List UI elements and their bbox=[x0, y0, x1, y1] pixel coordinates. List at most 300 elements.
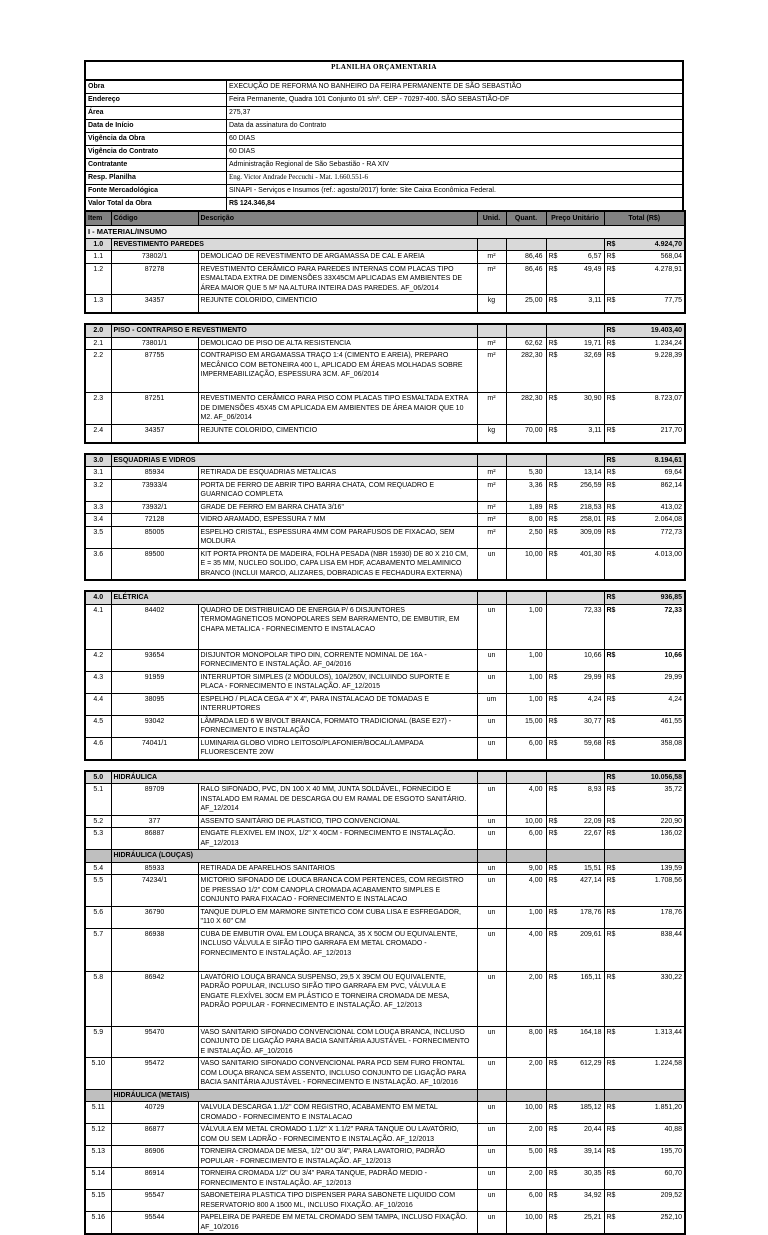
code-cell: 89500 bbox=[111, 548, 198, 580]
section-title: ESQUADRIAS E VIDROS bbox=[111, 454, 477, 467]
total-cell bbox=[604, 1146, 685, 1168]
amount-value: 612,29 bbox=[580, 1059, 601, 1069]
item-cell: 4.1 bbox=[85, 604, 111, 649]
table-row bbox=[85, 906, 685, 928]
unit-cell: m² bbox=[477, 393, 506, 425]
table-row bbox=[85, 671, 685, 693]
quantity-cell: 62,62 bbox=[506, 337, 546, 350]
unit-price-cell bbox=[546, 548, 604, 580]
table-row bbox=[85, 828, 685, 850]
table-row bbox=[85, 1102, 685, 1124]
table-row bbox=[85, 350, 685, 393]
info-label: Resp. Planilha bbox=[85, 172, 227, 185]
code-cell: 36790 bbox=[111, 906, 198, 928]
item-cell: 5.9 bbox=[85, 1026, 111, 1058]
code-cell: 73801/1 bbox=[111, 337, 198, 350]
unit-cell: un bbox=[477, 971, 506, 1026]
item-cell: 3.3 bbox=[85, 501, 111, 514]
quantity-cell: 86,46 bbox=[506, 263, 546, 295]
unit-cell: un bbox=[477, 1146, 506, 1168]
currency-symbol: R$ bbox=[607, 265, 616, 275]
section-header-row bbox=[85, 238, 685, 251]
table-row bbox=[85, 479, 685, 501]
amount-value: 139,59 bbox=[661, 864, 682, 874]
unit-price-cell bbox=[546, 815, 604, 828]
table-row bbox=[85, 1190, 685, 1212]
code-cell: 86906 bbox=[111, 1146, 198, 1168]
item-cell: 5.16 bbox=[85, 1212, 111, 1235]
unit-cell: un bbox=[477, 862, 506, 875]
quantity-cell: 2,00 bbox=[506, 1168, 546, 1190]
unit-cell: m² bbox=[477, 337, 506, 350]
code-cell: 95472 bbox=[111, 1058, 198, 1090]
currency-symbol: R$ bbox=[607, 817, 616, 827]
code-cell: 74234/1 bbox=[111, 875, 198, 907]
unit-price-cell bbox=[546, 971, 604, 1026]
section-price-cell bbox=[546, 771, 604, 784]
item-cell: 5.3 bbox=[85, 828, 111, 850]
total-cell bbox=[604, 693, 685, 715]
code-cell: 86942 bbox=[111, 971, 198, 1026]
info-label: Data de Início bbox=[85, 120, 227, 133]
total-cell bbox=[604, 737, 685, 760]
page-title: PLANILHA ORÇAMENTARIA bbox=[85, 61, 683, 80]
section-total-cell bbox=[604, 324, 685, 337]
quantity-cell: 5,00 bbox=[506, 1146, 546, 1168]
currency-symbol: R$ bbox=[607, 240, 616, 250]
currency-symbol: R$ bbox=[549, 550, 558, 560]
info-row bbox=[85, 133, 683, 146]
subsection-total-cell bbox=[604, 1089, 685, 1102]
currency-symbol: R$ bbox=[607, 481, 616, 491]
amount-value: 256,59 bbox=[580, 481, 601, 491]
section-header-row bbox=[85, 454, 685, 467]
quantity-cell: 8,00 bbox=[506, 1026, 546, 1058]
code-cell: 72128 bbox=[111, 514, 198, 527]
table-row bbox=[85, 295, 685, 314]
description-cell: DISJUNTOR MONOPOLAR TIPO DIN, CORRENTE NOMINAL DE 16A - FORNECIMENTO E INSTALAÇÃO. AF_04/2016 bbox=[198, 649, 477, 671]
description-cell: KIT PORTA PRONTA DE MADEIRA, FOLHA PESADA (NBR 15930) DE 80 X 210 CM, E = 35 MM, NUCLEO SOLIDO, CAPA LISA EM HDF, ACABAMENTO MELAMINICO BRANCO (INCLUI MARCO, ALIZARES, DOBRADICAS E FECHADURA EXTERNA) bbox=[198, 548, 477, 580]
amount-value: 13,14 bbox=[584, 468, 602, 478]
total-cell bbox=[604, 604, 685, 649]
quantity-cell: 4,00 bbox=[506, 928, 546, 971]
total-cell bbox=[604, 1190, 685, 1212]
amount-value: 59,68 bbox=[584, 739, 602, 749]
item-cell: 4.6 bbox=[85, 737, 111, 760]
total-cell bbox=[604, 875, 685, 907]
description-cell: CUBA DE EMBUTIR OVAL EM LOUÇA BRANCA, 35 X 50CM OU EQUIVALENTE, INCLUSO VÁLVULA E SIFÃO TIPO GARRAFA EM METAL CROMADO - FORNECIMENTO E INSTALAÇÃO. AF_12/2013 bbox=[198, 928, 477, 971]
quantity-cell: 1,00 bbox=[506, 693, 546, 715]
unit-price-cell bbox=[546, 1212, 604, 1235]
unit-price-cell bbox=[546, 1058, 604, 1090]
currency-symbol: R$ bbox=[607, 528, 616, 538]
currency-symbol: R$ bbox=[549, 503, 558, 513]
currency-symbol: R$ bbox=[607, 394, 616, 404]
currency-symbol: R$ bbox=[607, 651, 616, 661]
section-number: 3.0 bbox=[85, 454, 111, 467]
unit-price-cell bbox=[546, 526, 604, 548]
description-cell: DEMOLICAO DE REVESTIMENTO DE ARGAMASSA DE CAL E AREIA bbox=[198, 251, 477, 264]
currency-symbol: R$ bbox=[549, 739, 558, 749]
section-title: HIDRÁULICA bbox=[111, 771, 477, 784]
currency-symbol: R$ bbox=[607, 606, 616, 616]
total-cell bbox=[604, 906, 685, 928]
section-table-3.0 bbox=[84, 453, 686, 582]
section-table-5.0 bbox=[84, 770, 686, 1235]
unit-price-cell bbox=[546, 1102, 604, 1124]
unit-price-cell bbox=[546, 501, 604, 514]
quantity-cell: 5,30 bbox=[506, 467, 546, 480]
table-row bbox=[85, 514, 685, 527]
subsection-header-row bbox=[85, 850, 685, 863]
amount-value: 35,72 bbox=[664, 785, 682, 795]
info-value: Feira Permanente, Quadra 101 Conjunto 01 s/nº. CEP - 70297-400. SÃO SEBASTIÃO-DF bbox=[227, 94, 684, 107]
info-label: Contratante bbox=[85, 159, 227, 172]
currency-symbol: R$ bbox=[549, 252, 558, 262]
code-cell: 95544 bbox=[111, 1212, 198, 1235]
description-cell: RETIRADA DE APARELHOS SANITARIOS bbox=[198, 862, 477, 875]
unit-price-cell bbox=[546, 906, 604, 928]
quantity-cell: 70,00 bbox=[506, 424, 546, 443]
amount-value: 40,88 bbox=[664, 1125, 682, 1135]
amount-value: 427,14 bbox=[580, 876, 601, 886]
unit-cell: un bbox=[477, 1102, 506, 1124]
total-cell bbox=[604, 424, 685, 443]
amount-value: 217,70 bbox=[661, 426, 682, 436]
total-cell bbox=[604, 828, 685, 850]
description-cell: INTERRUPTOR SIMPLES (2 MÓDULOS), 10A/250V, INCLUINDO SUPORTE E PLACA - FORNECIMENTO E INSTALAÇÃO. AF_12/2015 bbox=[198, 671, 477, 693]
info-row bbox=[85, 198, 683, 212]
amount-value: 19.403,40 bbox=[651, 326, 682, 336]
column-header-row bbox=[85, 211, 685, 226]
subsection-header-row bbox=[85, 1089, 685, 1102]
table-row bbox=[85, 815, 685, 828]
description-cell: TORNEIRA CROMADA DE MESA, 1/2" OU 3/4", PARA LAVATORIO, PADRÃO POPULAR - FORNECIMENTO E INSTALAÇÃO. AF_12/2013 bbox=[198, 1146, 477, 1168]
code-cell: 85934 bbox=[111, 467, 198, 480]
amount-value: 862,14 bbox=[661, 481, 682, 491]
total-cell bbox=[604, 1102, 685, 1124]
currency-symbol: R$ bbox=[607, 1125, 616, 1135]
total-cell bbox=[604, 251, 685, 264]
description-cell: RETIRADA DE ESQUADRIAS METALICAS bbox=[198, 467, 477, 480]
table-row bbox=[85, 251, 685, 264]
info-label: Vigência da Obra bbox=[85, 133, 227, 146]
unit-cell: un bbox=[477, 784, 506, 816]
amount-value: 10.056,58 bbox=[651, 773, 682, 783]
info-label: Vigência do Contrato bbox=[85, 146, 227, 159]
item-cell: 5.6 bbox=[85, 906, 111, 928]
item-cell: 5.7 bbox=[85, 928, 111, 971]
section-qty-cell bbox=[506, 591, 546, 604]
currency-symbol: R$ bbox=[549, 1103, 558, 1113]
info-label: Valor Total da Obra bbox=[85, 198, 227, 212]
amount-value: 29,99 bbox=[584, 673, 602, 683]
section-qty-cell bbox=[506, 454, 546, 467]
item-cell: 5.8 bbox=[85, 971, 111, 1026]
amount-value: 6,57 bbox=[588, 252, 602, 262]
amount-value: 401,30 bbox=[580, 550, 601, 560]
amount-value: 461,55 bbox=[661, 717, 682, 727]
quantity-cell: 4,00 bbox=[506, 784, 546, 816]
amount-value: 72,33 bbox=[664, 606, 682, 616]
unit-cell: un bbox=[477, 875, 506, 907]
unit-price-cell bbox=[546, 875, 604, 907]
amount-value: 69,64 bbox=[664, 468, 682, 478]
amount-value: 936,85 bbox=[661, 593, 682, 603]
total-cell bbox=[604, 479, 685, 501]
unit-price-cell bbox=[546, 671, 604, 693]
amount-value: 330,22 bbox=[661, 973, 682, 983]
subsection-price-cell bbox=[546, 1089, 604, 1102]
currency-symbol: R$ bbox=[549, 1213, 558, 1223]
currency-symbol: R$ bbox=[549, 1028, 558, 1038]
amount-value: 218,53 bbox=[580, 503, 601, 513]
quantity-cell: 10,00 bbox=[506, 815, 546, 828]
currency-symbol: R$ bbox=[607, 739, 616, 749]
info-row bbox=[85, 94, 683, 107]
section-price-cell bbox=[546, 591, 604, 604]
total-cell bbox=[604, 501, 685, 514]
unit-price-cell bbox=[546, 337, 604, 350]
item-cell: 5.1 bbox=[85, 784, 111, 816]
currency-symbol: R$ bbox=[549, 394, 558, 404]
amount-value: 9.228,39 bbox=[655, 351, 682, 361]
item-cell: 1.1 bbox=[85, 251, 111, 264]
quantity-cell: 6,00 bbox=[506, 737, 546, 760]
description-cell: LÂMPADA LED 6 W BIVOLT BRANCA, FORMATO TRADICIONAL (BASE E27) - FORNECIMENTO E INSTALAÇÃO bbox=[198, 715, 477, 737]
total-cell bbox=[604, 715, 685, 737]
description-cell: RALO SIFONADO, PVC, DN 100 X 40 MM, JUNTA SOLDÁVEL, FORNECIDO E INSTALADO EM RAMAL DE DESCARGA OU EM RAMAL DE ESGOTO SANITÁRIO. AF_12/2014 bbox=[198, 784, 477, 816]
subsection-qty-cell bbox=[506, 850, 546, 863]
amount-value: 49,49 bbox=[584, 265, 602, 275]
unit-cell: kg bbox=[477, 424, 506, 443]
unit-cell: un bbox=[477, 604, 506, 649]
col-code: Código bbox=[111, 211, 198, 226]
description-cell: VASO SANITARIO SIFONADO CONVENCIONAL PARA PCD SEM FURO FRONTAL COM LOUÇA BRANCA SEM ASSENTO, INCLUSO CONJUNTO DE LIGAÇÃO PARA BACIA SANITÁRIA AJUSTÁVEL - FORNECIMENTO E INSTALAÇÃO. AF_10/2016 bbox=[198, 1058, 477, 1090]
amount-value: 20,44 bbox=[584, 1125, 602, 1135]
description-cell: VIDRO ARAMADO, ESPESSURA 7 MM bbox=[198, 514, 477, 527]
item-cell: 5.13 bbox=[85, 1146, 111, 1168]
currency-symbol: R$ bbox=[549, 1125, 558, 1135]
amount-value: 72,33 bbox=[584, 606, 602, 616]
amount-value: 258,01 bbox=[580, 515, 601, 525]
currency-symbol: R$ bbox=[549, 817, 558, 827]
currency-symbol: R$ bbox=[549, 785, 558, 795]
unit-price-cell bbox=[546, 1026, 604, 1058]
currency-symbol: R$ bbox=[549, 426, 558, 436]
description-cell: TORNEIRA CROMADA 1/2" OU 3/4" PARA TANQUE, PADRÃO MEDIO - FORNECIMENTO E INSTALAÇÃO. AF_12/2013 bbox=[198, 1168, 477, 1190]
table-row bbox=[85, 393, 685, 425]
col-unit-price: Preço Unitário bbox=[546, 211, 604, 226]
total-cell bbox=[604, 815, 685, 828]
currency-symbol: R$ bbox=[549, 265, 558, 275]
quantity-cell: 25,00 bbox=[506, 295, 546, 314]
amount-value: 34,92 bbox=[584, 1191, 602, 1201]
unit-price-cell bbox=[546, 604, 604, 649]
currency-symbol: R$ bbox=[549, 1059, 558, 1069]
table-row bbox=[85, 737, 685, 760]
description-cell: SABONETEIRA PLASTICA TIPO DISPENSER PARA SABONETE LIQUIDO COM RESERVATORIO 800 A 1500 ML, INCLUSO FIXAÇÃO. AF_10/2016 bbox=[198, 1190, 477, 1212]
code-cell: 95470 bbox=[111, 1026, 198, 1058]
amount-value: 8.723,07 bbox=[655, 394, 682, 404]
subsection-title: HIDRÁULICA (METAIS) bbox=[111, 1089, 477, 1102]
code-cell: 85933 bbox=[111, 862, 198, 875]
amount-value: 4.013,00 bbox=[655, 550, 682, 560]
total-cell bbox=[604, 1026, 685, 1058]
total-cell bbox=[604, 649, 685, 671]
item-cell: 2.1 bbox=[85, 337, 111, 350]
currency-symbol: R$ bbox=[607, 339, 616, 349]
table-row bbox=[85, 875, 685, 907]
table-row bbox=[85, 548, 685, 580]
section-qty-cell bbox=[506, 771, 546, 784]
unit-price-cell bbox=[546, 737, 604, 760]
code-cell: 86887 bbox=[111, 828, 198, 850]
amount-value: 136,02 bbox=[661, 829, 682, 839]
description-cell: REVESTIMENTO CERÂMICO PARA PAREDES INTERNAS COM PLACAS TIPO ESMALTADA EXTRA DE DIMENSÕES 33X45CM APLICADAS EM AMBIENTES DE ÁREA MAIOR QUE 5 M² NA ALTURA INTEIRA DAS PAREDES. AF_06/2014 bbox=[198, 263, 477, 295]
description-cell: CONTRAPISO EM ARGAMASSA TRAÇO 1:4 (CIMENTO E AREIA), PREPARO MECÂNICO COM BETONEIRA 400 L, APLICADO EM ÁREAS MOLHADAS SOBRE IMPERMEABILIZAÇÃO, ESPESSURA 3CM. AF_06/2014 bbox=[198, 350, 477, 393]
amount-value: 25,21 bbox=[584, 1213, 602, 1223]
section-unit-cell bbox=[477, 591, 506, 604]
unit-price-cell bbox=[546, 263, 604, 295]
amount-value: 39,14 bbox=[584, 1147, 602, 1157]
info-label: Obra bbox=[85, 80, 227, 94]
subsection-item-cell bbox=[85, 1089, 111, 1102]
item-cell: 4.4 bbox=[85, 693, 111, 715]
amount-value: 15,51 bbox=[584, 864, 602, 874]
unit-cell: un bbox=[477, 906, 506, 928]
info-row bbox=[85, 146, 683, 159]
code-cell: 34357 bbox=[111, 295, 198, 314]
description-cell: ESPELHO CRISTAL, ESPESSURA 4MM COM PARAFUSOS DE FIXACAO, SEM MOLDURA bbox=[198, 526, 477, 548]
currency-symbol: R$ bbox=[607, 550, 616, 560]
total-cell bbox=[604, 393, 685, 425]
section-total-cell bbox=[604, 454, 685, 467]
table-row bbox=[85, 337, 685, 350]
amount-value: 4,24 bbox=[668, 695, 682, 705]
total-cell bbox=[604, 971, 685, 1026]
total-cell bbox=[604, 671, 685, 693]
amount-value: 252,10 bbox=[661, 1213, 682, 1223]
amount-value: 3,11 bbox=[588, 296, 601, 306]
description-cell: QUADRO DE DISTRIBUICAO DE ENERGIA P/ 6 DISJUNTORES TERMOMAGNETICOS MONOPOLARES SEM BARRAMENTO, DE EMBUTIR, EM CHAPA METALICA - FORNECIMENTO E INSTALACAO bbox=[198, 604, 477, 649]
description-cell: TANQUE DUPLO EM MARMORE SINTETICO COM CUBA LISA E ESFREGADOR, "110 X 60" CM bbox=[198, 906, 477, 928]
total-cell bbox=[604, 467, 685, 480]
currency-symbol: R$ bbox=[549, 481, 558, 491]
total-cell bbox=[604, 1124, 685, 1146]
material-group-row bbox=[85, 226, 685, 239]
amount-value: 4.924,70 bbox=[655, 240, 682, 250]
subsection-title: HIDRÁULICA (LOUÇAS) bbox=[111, 850, 477, 863]
table-row bbox=[85, 784, 685, 816]
amount-value: 209,61 bbox=[580, 930, 601, 940]
total-cell bbox=[604, 928, 685, 971]
currency-symbol: R$ bbox=[549, 717, 558, 727]
total-cell bbox=[604, 784, 685, 816]
info-row bbox=[85, 185, 683, 198]
quantity-cell: 1,89 bbox=[506, 501, 546, 514]
currency-symbol: R$ bbox=[607, 515, 616, 525]
section-table-4.0 bbox=[84, 590, 686, 761]
total-cell bbox=[604, 295, 685, 314]
amount-value: 309,09 bbox=[580, 528, 601, 538]
item-cell: 5.12 bbox=[85, 1124, 111, 1146]
unit-cell: m² bbox=[477, 467, 506, 480]
item-cell: 2.2 bbox=[85, 350, 111, 393]
item-cell: 3.6 bbox=[85, 548, 111, 580]
amount-value: 60,70 bbox=[664, 1169, 682, 1179]
section-table-2.0 bbox=[84, 323, 686, 444]
amount-value: 4,24 bbox=[588, 695, 602, 705]
currency-symbol: R$ bbox=[607, 695, 616, 705]
currency-symbol: R$ bbox=[549, 1147, 558, 1157]
section-header-row bbox=[85, 324, 685, 337]
table-row bbox=[85, 862, 685, 875]
code-cell: 91959 bbox=[111, 671, 198, 693]
info-value: 60 DIAS bbox=[227, 133, 684, 146]
amount-value: 10,66 bbox=[664, 651, 682, 661]
currency-symbol: R$ bbox=[607, 973, 616, 983]
quantity-cell: 1,00 bbox=[506, 649, 546, 671]
description-cell: ASSENTO SANITÁRIO DE PLASTICO, TIPO CONVENCIONAL bbox=[198, 815, 477, 828]
unit-cell: m² bbox=[477, 251, 506, 264]
amount-value: 1.313,44 bbox=[655, 1028, 682, 1038]
title-table bbox=[84, 60, 684, 81]
currency-symbol: R$ bbox=[607, 1059, 616, 1069]
quantity-cell: 10,00 bbox=[506, 1102, 546, 1124]
amount-value: 165,11 bbox=[581, 973, 602, 983]
unit-cell: un bbox=[477, 928, 506, 971]
section-unit-cell bbox=[477, 324, 506, 337]
unit-price-cell bbox=[546, 295, 604, 314]
code-cell: 95547 bbox=[111, 1190, 198, 1212]
unit-cell: un bbox=[477, 1190, 506, 1212]
section-number: 2.0 bbox=[85, 324, 111, 337]
currency-symbol: R$ bbox=[607, 1191, 616, 1201]
currency-symbol: R$ bbox=[549, 1191, 558, 1201]
amount-value: 77,75 bbox=[664, 296, 682, 306]
section-title: PISO - CONTRAPISO E REVESTIMENTO bbox=[111, 324, 477, 337]
amount-value: 195,70 bbox=[661, 1147, 682, 1157]
table-row bbox=[85, 1168, 685, 1190]
unit-price-cell bbox=[546, 693, 604, 715]
quantity-cell: 9,00 bbox=[506, 862, 546, 875]
currency-symbol: R$ bbox=[549, 296, 558, 306]
unit-cell: un bbox=[477, 828, 506, 850]
unit-price-cell bbox=[546, 424, 604, 443]
amount-value: 164,18 bbox=[580, 1028, 601, 1038]
quantity-cell: 2,00 bbox=[506, 1124, 546, 1146]
code-cell: 377 bbox=[111, 815, 198, 828]
table-row bbox=[85, 1124, 685, 1146]
amount-value: 1.851,20 bbox=[655, 1103, 682, 1113]
amount-value: 22,09 bbox=[584, 817, 602, 827]
section-title: REVESTIMENTO PAREDES bbox=[111, 238, 477, 251]
section-table-1.0 bbox=[84, 210, 686, 314]
currency-symbol: R$ bbox=[607, 326, 616, 336]
description-cell: REVESTIMENTO CERÂMICO PARA PISO COM PLACAS TIPO ESMALTADA EXTRA DE DIMENSÕES 45X45 CM APLICADA EM AMBIENTES DE ÁREA MAIOR QUE 10 M2. AF_06/2014 bbox=[198, 393, 477, 425]
item-cell: 5.14 bbox=[85, 1168, 111, 1190]
info-value: 60 DIAS bbox=[227, 146, 684, 159]
total-cell bbox=[604, 862, 685, 875]
total-cell bbox=[604, 337, 685, 350]
info-label: Endereço bbox=[85, 94, 227, 107]
section-qty-cell bbox=[506, 238, 546, 251]
total-cell bbox=[604, 1168, 685, 1190]
code-cell: 86877 bbox=[111, 1124, 198, 1146]
table-row bbox=[85, 649, 685, 671]
subsection-item-cell bbox=[85, 850, 111, 863]
